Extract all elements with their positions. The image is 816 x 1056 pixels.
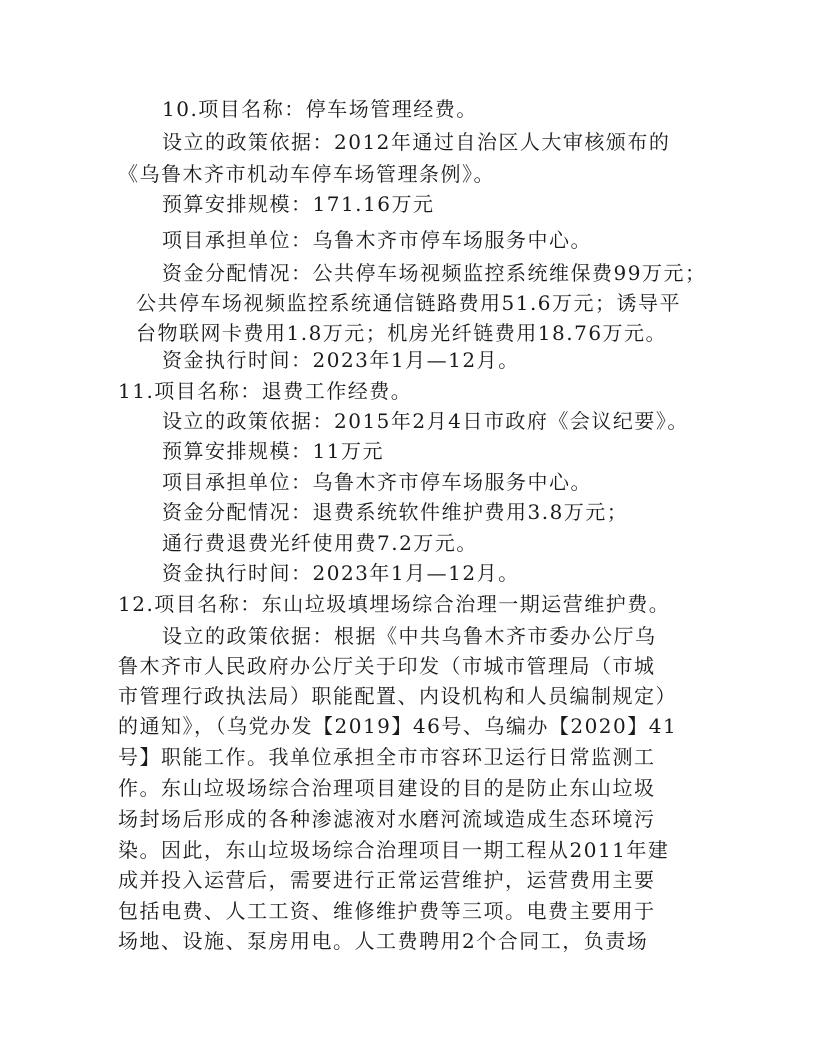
item-11-alloc-cont: 通行费退费光纤使用费7.2万元。 (162, 531, 478, 555)
item-11-budget: 预算安排规模：11万元 (162, 439, 384, 463)
item-12-body-line: 号】职能工作。我单位承担全市市容环卫运行日常监测工 (118, 745, 656, 769)
item-11-unit: 项目承担单位：乌鲁木齐市停车场服务中心。 (162, 470, 592, 494)
item-11-alloc: 资金分配情况：退费系统软件维护费用3.8万元； (162, 500, 629, 524)
item-12-body-line: 包括电费、人工工资、维修维护费等三项。电费主要用于 (118, 899, 656, 923)
item-12-body-line: 场地、设施、泵房用电。人工费聘用2个合同工，负责场 (118, 929, 649, 953)
item-10-unit: 项目承担单位：乌鲁木齐市停车场服务中心。 (162, 228, 592, 252)
item-10-alloc-cont: 台物联网卡费用1.8万元；机房光纤链费用18.76万元。 (136, 321, 668, 345)
item-12-body-line: 染。因此，东山垃圾场综合治理项目一期工程从2011年建 (118, 838, 670, 862)
item-12-body-line: 设立的政策依据：根据《中共乌鲁木齐市委办公厅乌 (162, 624, 657, 648)
item-11-title: 11.项目名称：退费工作经费。 (118, 379, 413, 403)
item-12-body-line: 成并投入运营后，需要进行正常运营维护，运营费用主要 (118, 868, 656, 892)
item-10-alloc-cont: 公共停车场视频监控系统通信链路费用51.6万元；诱导平 (136, 291, 682, 315)
item-12-body-line: 鲁木齐市人民政府办公厅关于印发（市城市管理局（市城 (118, 654, 656, 678)
item-10-title: 10.项目名称：停车场管理经费。 (162, 97, 478, 121)
item-12-body-line: 作。东山垃圾场综合治理项目建设的目的是防止东山垃圾 (118, 776, 656, 800)
item-11-time: 资金执行时间：2023年1月—12月。 (162, 561, 520, 585)
item-12-body-line: 市管理行政执法局）职能配置、内设机构和人员编制规定） (118, 684, 677, 708)
item-12-body-line: 场封场后形成的各种渗滤液对水磨河流域造成生态环境污 (118, 807, 656, 831)
item-10-policy-cont: 《乌鲁木齐市机动车停车场管理条例》。 (118, 162, 495, 186)
item-10-alloc: 资金分配情况：公共停车场视频监控系统维保费99万元； (162, 261, 707, 285)
item-10-budget: 预算安排规模：171.16万元 (162, 192, 435, 216)
item-11-policy: 设立的政策依据：2015年2月4日市政府《会议纪要》。 (162, 409, 689, 433)
item-12-body-line: 的通知》，（乌党办发【2019】46号、乌编办【2020】41 (118, 714, 678, 738)
item-10-time: 资金执行时间：2023年1月—12月。 (162, 348, 520, 372)
item-10-policy: 设立的政策依据：2012年通过自治区人大审核颁布的 (162, 130, 671, 154)
item-12-title: 12.项目名称：东山垃圾填埋场综合治理一期运营维护费。 (118, 592, 671, 616)
